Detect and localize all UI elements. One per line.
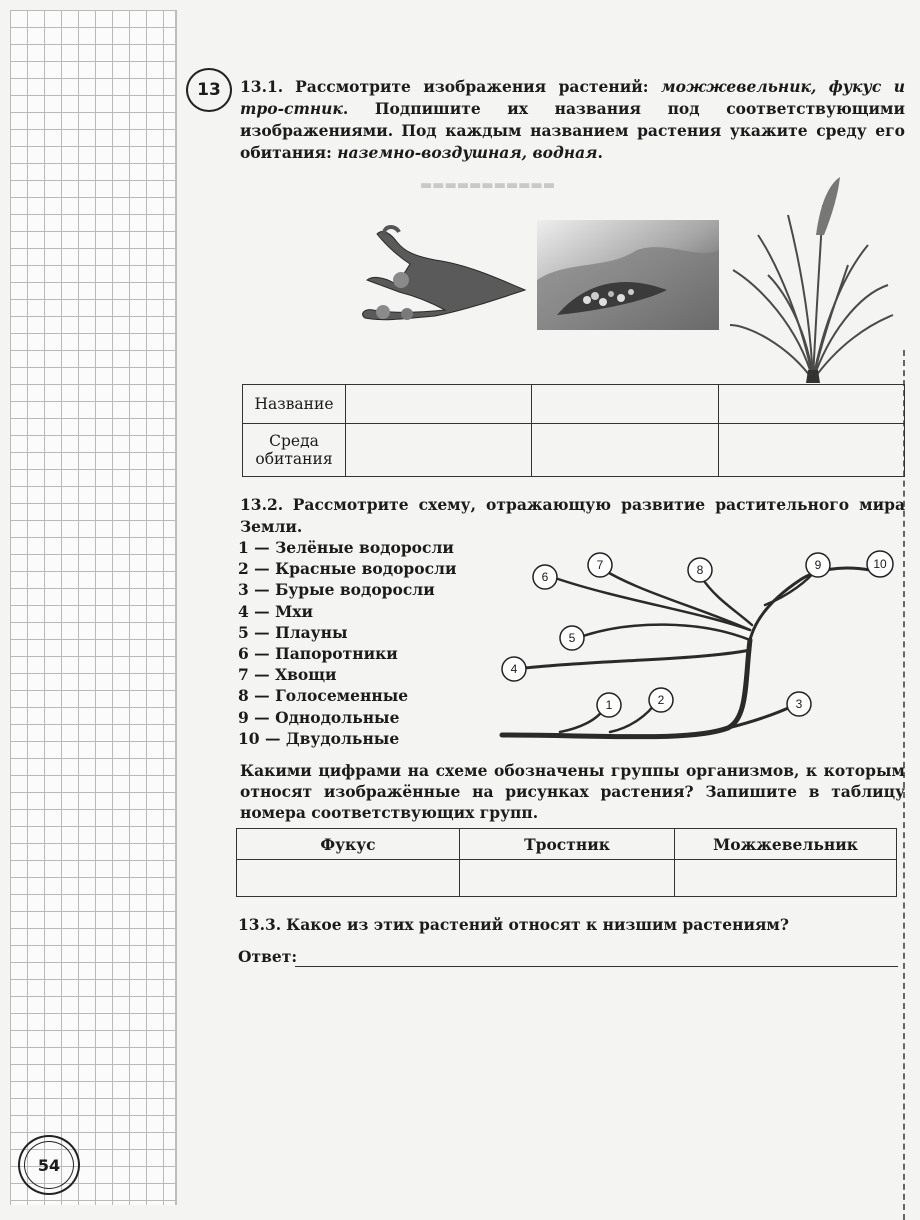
tree-node-6: [533, 565, 557, 589]
legend-item: 1 — Зелёные водоросли: [238, 538, 454, 557]
svg-text:3: 3: [795, 697, 803, 711]
tree-node-7: [588, 553, 612, 577]
legend-item: 2 — Красные водоросли: [238, 559, 457, 579]
table1-name-header: Название: [243, 385, 346, 424]
table2-cell[interactable]: [460, 860, 675, 897]
svg-text:5: 5: [568, 631, 576, 645]
q3-label: 13.3.: [238, 915, 282, 934]
tree-node-8: [688, 558, 712, 582]
task-number-badge: 13: [186, 68, 232, 112]
q3-text: Какое из этих растений относят к низшим растениям?: [286, 915, 789, 934]
svg-text:1: 1: [605, 698, 613, 712]
q1-habitats: наземно-воздушная, водная: [337, 143, 598, 162]
tree-node-1: [597, 693, 621, 717]
q1-text-after: . Подпишите их названия под соответствующими изображениями.: [240, 99, 905, 140]
legend-item: 10 — Двудольные: [238, 728, 400, 748]
page-number-badge: [18, 1135, 80, 1195]
svg-text:9: 9: [814, 558, 822, 572]
table1-habitat-header: Среда обитания: [243, 424, 346, 477]
svg-text:6: 6: [541, 570, 549, 584]
svg-text:7: 7: [596, 558, 604, 572]
tree-node-4: [502, 657, 526, 681]
table2-header-reed: Тростник: [460, 829, 675, 860]
q2-question: Какими цифрами на схеме обозначены группы организмов, к которым относят изображённые на рисунках растения? Запишите в таблицу номера соответствующих групп.: [240, 761, 905, 822]
legend-item: 8 — Голосеменные: [238, 686, 409, 706]
q1-line3: Под каждым названием растения укажите среду его обитания:: [240, 121, 905, 162]
svg-text:4: 4: [510, 662, 518, 676]
svg-text:8: 8: [696, 563, 704, 577]
table2-header-fucus: Фукус: [237, 829, 460, 860]
svg-text:2: 2: [657, 693, 665, 707]
q1-end: .: [597, 143, 603, 162]
bleed-through-text: ▬▬▬▬▬▬▬▬▬▬▬: [420, 178, 556, 193]
q2-text: Рассмотрите схему, отражающую развитие растительного мира Земли.: [240, 495, 905, 536]
tree-node-10: [867, 551, 893, 577]
tree-node-2: [649, 688, 673, 712]
page-number: 54: [24, 1141, 74, 1189]
legend-item: 5 — Плауны: [238, 622, 348, 642]
table2-cell[interactable]: [675, 860, 897, 897]
legend-item: 3 — Бурые водоросли: [238, 580, 435, 600]
table2-header-juniper: Можжевельник: [675, 829, 897, 860]
tree-node-9: [806, 553, 830, 577]
q1-text-before: Рассмотрите изображения растений:: [295, 77, 661, 96]
answer-input-line[interactable]: [295, 966, 898, 967]
tree-node-5: [560, 626, 584, 650]
group-numbers-table: [236, 828, 897, 897]
question-13-3: [238, 914, 789, 936]
q1-plants: можжевельник, фукус и тро-стник: [240, 77, 905, 118]
answer-label: Ответ:: [238, 947, 298, 966]
tree-node-3: [787, 692, 811, 716]
legend-item: 7 — Хвощи: [238, 665, 337, 685]
svg-text:10: 10: [873, 557, 887, 571]
q2-label: 13.2.: [240, 495, 284, 514]
legend-item: 4 — Мхи: [238, 601, 313, 621]
legend-item: 9 — Однодольные: [238, 707, 400, 727]
q1-label: 13.1.: [240, 77, 284, 96]
legend-item: 6 — Папоротники: [238, 644, 398, 664]
table2-cell[interactable]: [237, 860, 460, 897]
